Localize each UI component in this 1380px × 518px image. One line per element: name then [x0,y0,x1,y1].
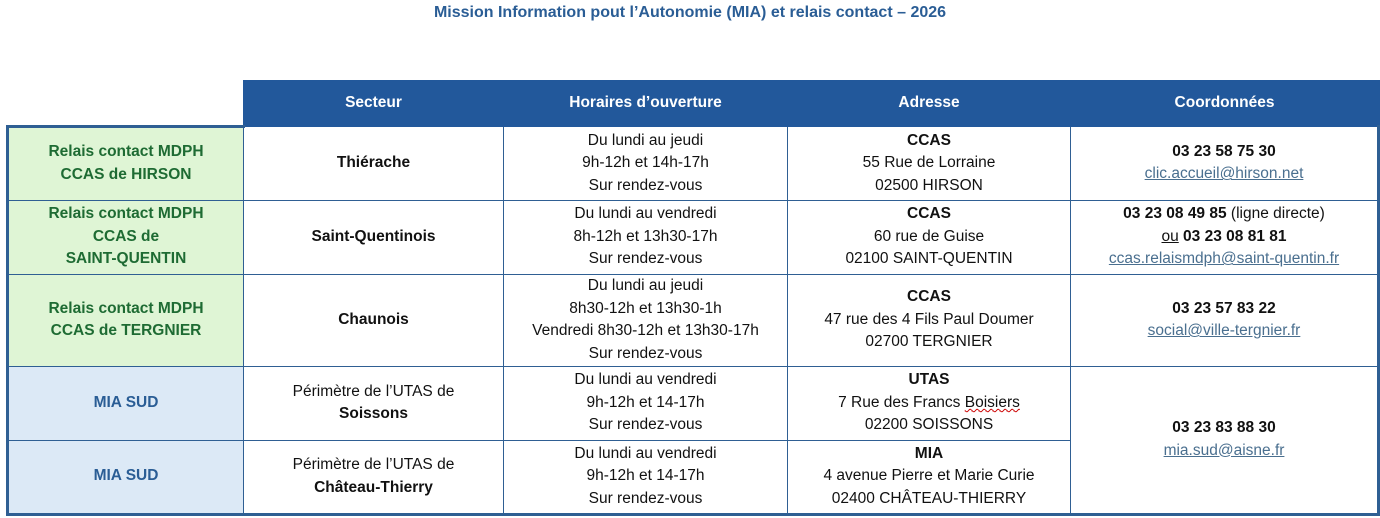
secteur-cell: Périmètre de l’UTAS de Soissons [244,366,504,440]
header-row [8,81,1379,126]
misspelled-word: Boisiers [964,393,1020,411]
coordonnees-cell [1071,200,1379,274]
row-label: MIA SUD [8,440,244,514]
header-coordonnees: Coordonnées [1071,81,1379,126]
secteur-cell: Thiérache [244,126,504,200]
table-row [8,366,1379,440]
header-adresse: Adresse [788,81,1071,126]
horaires-cell: Du lundi au jeudi 8h30-12h et 13h30-1h Vendredi 8h30-12h et 13h30-17h Sur rendez-vous [504,274,788,366]
adresse-cell: CCAS 47 rue des 4 Fils Paul Doumer 02700 TERGNIER [788,274,1071,366]
secteur-cell: Saint-Quentinois [244,200,504,274]
phone-note: (ligne directe) [1226,205,1325,223]
page-title: Mission Information pout l’Autonomie (MIA) et relais contact – 2026 [433,4,947,21]
horaires-cell: Du lundi au vendredi 8h-12h et 13h30-17h Sur rendez-vous [504,200,788,274]
row-label: Relais contact MDPH CCAS de HIRSON [8,126,244,200]
email-link[interactable]: social@ville-tergnier.fr [1147,322,1301,339]
phone-number: 03 23 57 83 22 [1172,299,1276,317]
horaires-cell: Du lundi au vendredi 9h-12h et 14-17h Sur rendez-vous [504,440,788,514]
phone-number: 03 23 08 49 85 [1123,205,1227,223]
email-link[interactable]: mia.sud@aisne.fr [1163,441,1285,459]
phone-number: 03 23 83 88 30 [1172,419,1276,436]
email-link[interactable]: ccas.relaismdph@saint-quentin.fr [1108,250,1340,268]
or-text: ou [1161,227,1179,245]
adresse-cell: UTAS 7 Rue des Francs Boisiers 02200 SOISSONS [788,366,1071,440]
table-row [8,200,1379,274]
row-label: MIA SUD [8,366,244,440]
adresse-cell: MIA 4 avenue Pierre et Marie Curie 02400 CHÂTEAU-THIERRY [788,440,1071,514]
phone-number: 03 23 58 75 30 [1172,142,1276,160]
row-label: Relais contact MDPH CCAS de SAINT-QUENTIN [8,200,244,274]
phone-number-2: 03 23 08 81 81 [1178,227,1287,245]
horaires-cell: Du lundi au jeudi 9h-12h et 14h-17h Sur rendez-vous [504,126,788,200]
header-horaires: Horaires d’ouverture [504,81,788,126]
row-label: Relais contact MDPH CCAS de TERGNIER [8,274,244,366]
adresse-cell: CCAS 55 Rue de Lorraine 02500 HIRSON [788,126,1071,200]
email-link[interactable]: clic.accueil@hirson.net [1144,165,1304,183]
header-secteur: Secteur [244,81,504,126]
horaires-cell: Du lundi au vendredi 9h-12h et 14-17h Sur rendez-vous [504,366,788,440]
contact-table [6,80,1380,516]
secteur-cell: Périmètre de l’UTAS de Château-Thierry [244,440,504,514]
coordonnees-cell [1071,126,1379,200]
coordonnees-cell [1071,274,1379,366]
table-row [8,126,1379,200]
secteur-cell: Chaunois [244,274,504,366]
table-row [8,274,1379,366]
coordonnees-cell [1071,366,1379,514]
adresse-cell: CCAS 60 rue de Guise 02100 SAINT-QUENTIN [788,200,1071,274]
header-blank [8,81,244,126]
